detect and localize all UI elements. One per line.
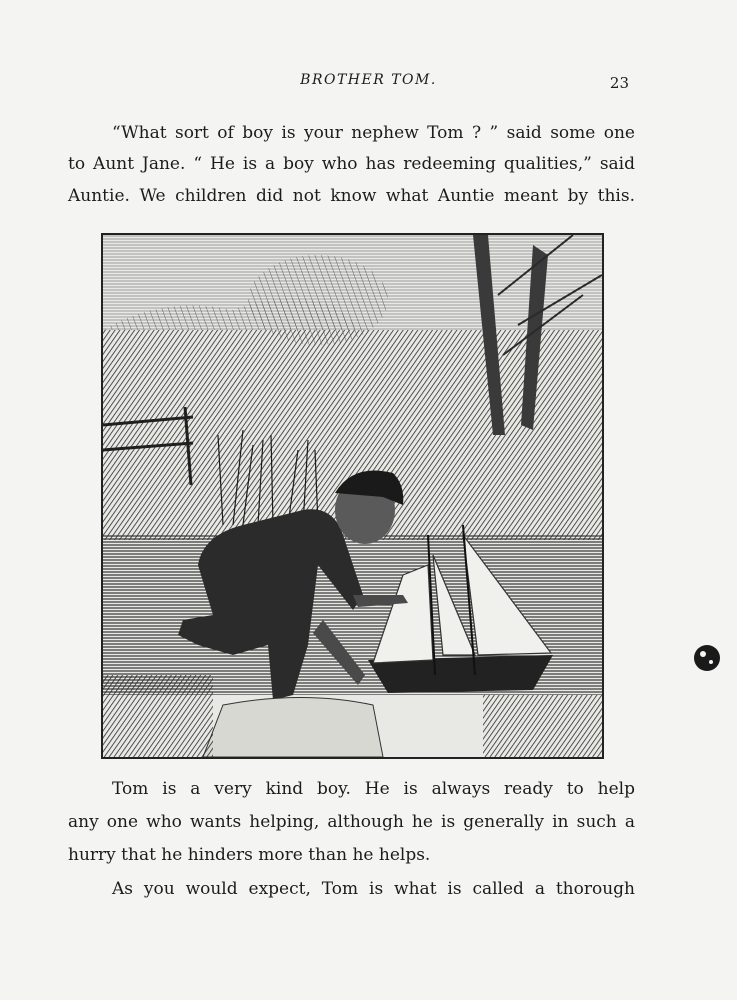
paragraph-line: to Aunt Jane. “ He is a boy who has redeeming qualities,” said [68,154,635,174]
page-number: 23 [609,74,629,92]
paragraph-line: Tom is a very kind boy. He is always ready to help [112,779,635,799]
foreground-plants [103,675,213,757]
running-title: BROTHER TOM. [300,72,437,88]
paragraph-line: “What sort of boy is your nephew Tom ? ” said some one [112,123,635,143]
tree-crown [248,255,388,345]
ink-blot [690,640,724,676]
engraving-illustration [101,233,604,759]
paragraph-line: As you would expect, Tom is what is called a thorough [112,879,635,899]
foreground-plants [483,695,602,757]
bank-rock [203,698,383,758]
paragraph-line: hurry that he hinders more than he helps. [68,845,431,865]
paragraph-line: Auntie. We children did not know what Auntie meant by this. [68,186,635,206]
paragraph-line: any one who wants helping, although he is generally in such a [68,812,635,832]
illustration-drawing [103,235,602,757]
